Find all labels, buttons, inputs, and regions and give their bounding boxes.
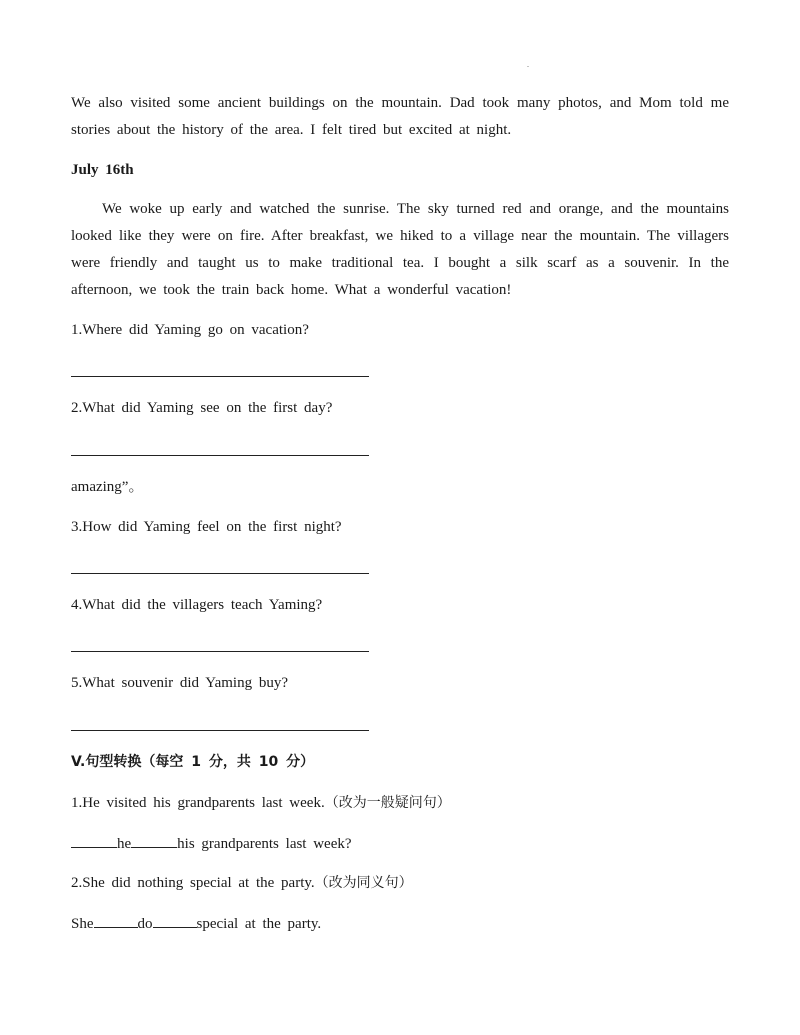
blank-field[interactable] bbox=[153, 913, 197, 928]
question-4: 4.What did the villagers teach Yaming? bbox=[71, 597, 323, 613]
answer-line-3[interactable] bbox=[71, 573, 369, 574]
blank-field[interactable] bbox=[71, 833, 117, 848]
transform-item-2-answer bbox=[71, 913, 321, 934]
question-1: 1.Where did Yaming go on vacation? bbox=[71, 322, 309, 338]
answer-line-5[interactable] bbox=[71, 730, 369, 731]
transform-item-2-prompt bbox=[71, 873, 413, 893]
transform-item-2-instruction: （改为同义句） bbox=[314, 875, 413, 891]
section-5-heading: V.句型转换（每空 1 分，共 10 分） bbox=[71, 754, 315, 770]
transform-item-1-answer bbox=[71, 833, 352, 854]
transform-item-1-prompt bbox=[71, 793, 451, 813]
answer-text: his grandparents last week? bbox=[177, 836, 352, 852]
transform-item-2-english: 2.She did nothing special at the party. bbox=[71, 875, 315, 891]
answer-word: do bbox=[137, 916, 153, 932]
question-5: 5.What souvenir did Yaming buy? bbox=[71, 675, 288, 691]
passage-paragraph-2: We woke up early and watched the sunrise. The sky turned red and orange, and the mountains looked like they were on fire. After breakfast, we hiked to a village near the mountain. The villagers were friendly and taught us to make traditional tea. I bought a silk scarf as a souvenir. In the afternoon, we took the train back home. What a wonderful vacation! bbox=[71, 201, 729, 298]
transform-item-1-instruction: （改为一般疑问句） bbox=[324, 795, 451, 811]
stray-text: amazing”。 bbox=[71, 479, 144, 495]
passage-paragraph-1: We also visited some ancient buildings on the mountain. Dad took many photos, and Mom told me stories about the history of the area. I felt tired but excited at night. bbox=[71, 95, 729, 138]
answer-word: She bbox=[71, 916, 94, 932]
answer-line-2[interactable] bbox=[71, 455, 369, 456]
question-3: 3.How did Yaming feel on the first night? bbox=[71, 519, 342, 535]
question-2: 2.What did Yaming see on the first day? bbox=[71, 400, 333, 416]
blank-field[interactable] bbox=[131, 833, 177, 848]
answer-line-4[interactable] bbox=[71, 651, 369, 652]
answer-line-1[interactable] bbox=[71, 376, 369, 377]
corner-mark: . bbox=[527, 60, 529, 69]
answer-text: special at the party. bbox=[196, 916, 322, 932]
answer-word: he bbox=[117, 836, 132, 852]
transform-item-1-english: 1.He visited his grandparents last week. bbox=[71, 795, 325, 811]
date-heading: July 16th bbox=[71, 162, 134, 178]
blank-field[interactable] bbox=[94, 913, 138, 928]
